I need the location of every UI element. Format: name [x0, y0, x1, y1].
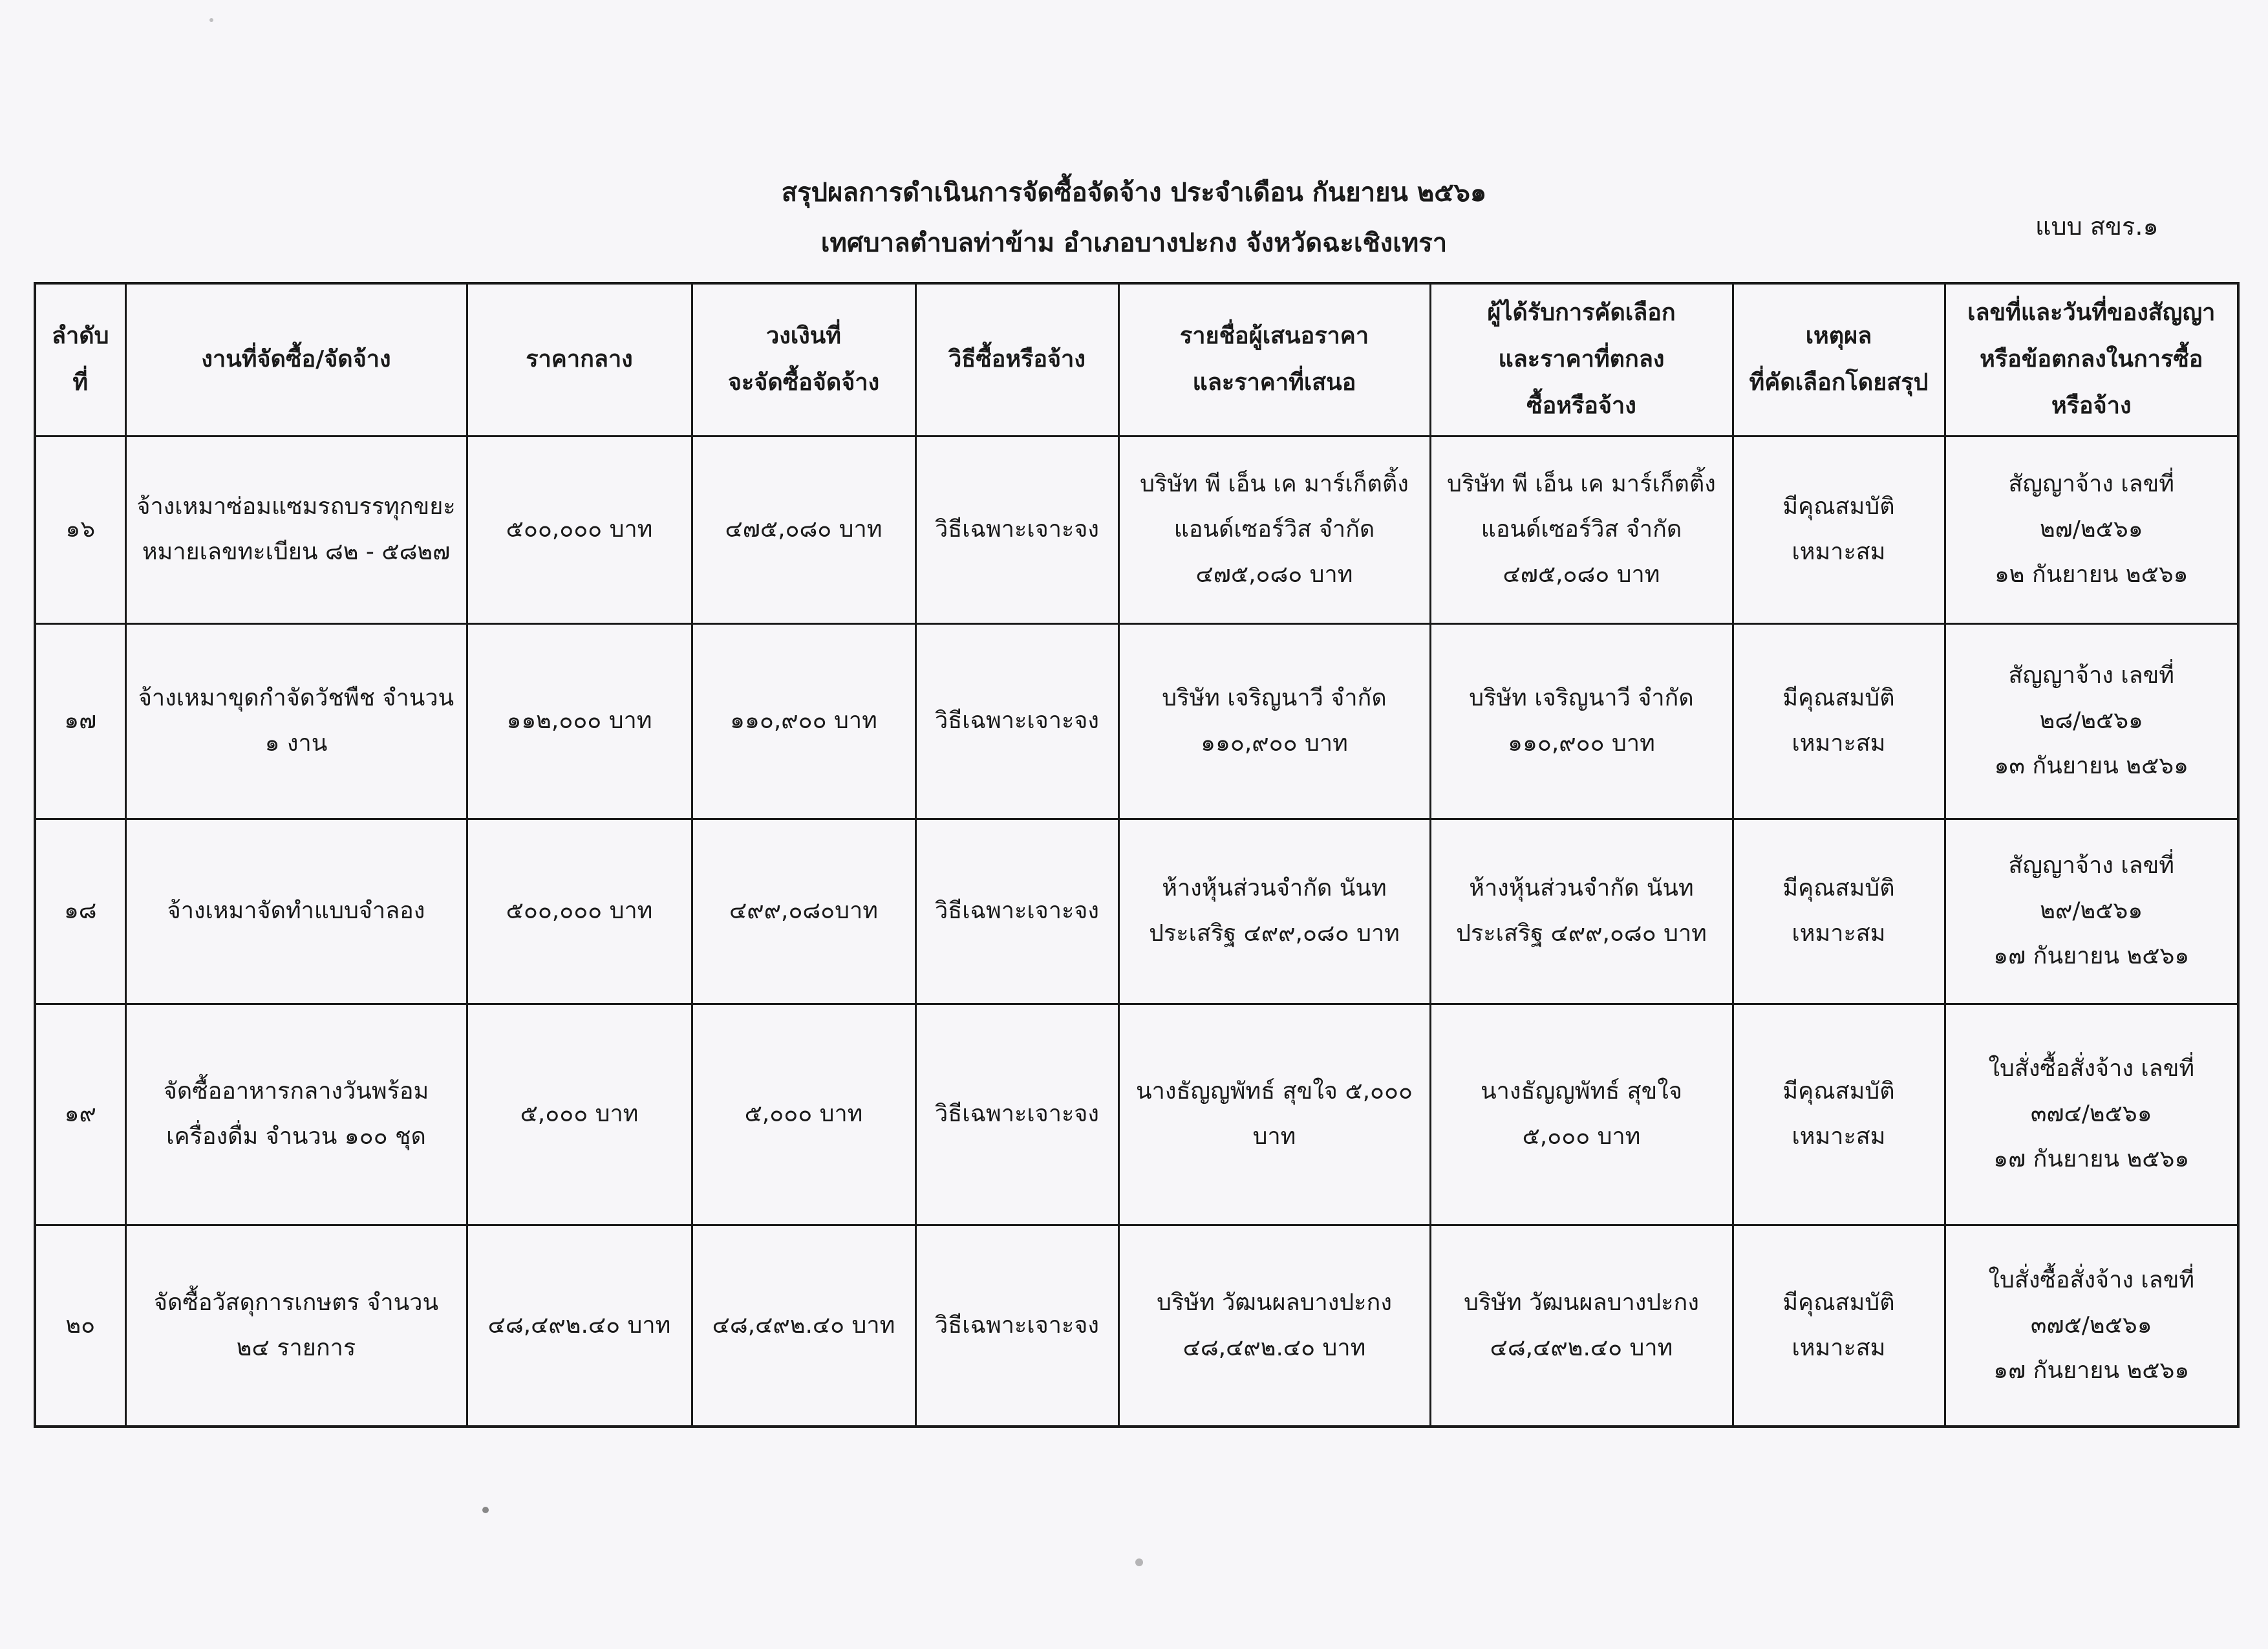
table-row: [35, 436, 2238, 623]
table-row: [35, 819, 2238, 1004]
scan-speck: [482, 1507, 489, 1513]
cell-method: วิธีเฉพาะเจาะจง: [915, 1004, 1118, 1225]
cell-contract: สัญญาจ้าง เลขที่ ๒๗/๒๕๖๑ ๑๒ กันยายน ๒๕๖๑: [1945, 436, 2238, 623]
col-header-selected: ผู้ได้รับการคัดเลือก และราคาที่ตกลง ซื้อหรือจ้าง: [1430, 283, 1733, 436]
col-header-reason: เหตุผล ที่คัดเลือกโดยสรุป: [1733, 283, 1945, 436]
col-header-order: ลำดับที่: [35, 283, 125, 436]
scan-speck: [209, 18, 213, 22]
cell-task: จ้างเหมาจัดทำแบบจำลอง: [125, 819, 467, 1004]
cell-median-price: ๔๘,๔๙๒.๔๐ บาท: [467, 1225, 692, 1427]
cell-reason: มีคุณสมบัติ เหมาะสม: [1733, 623, 1945, 819]
col-header-task: งานที่จัดซื้อ/จัดจ้าง: [125, 283, 467, 436]
cell-order: ๑๘: [35, 819, 125, 1004]
cell-budget: ๕,๐๐๐ บาท: [692, 1004, 915, 1225]
cell-task: จ้างเหมาขุดกำจัดวัชพืช จำนวน ๑ งาน: [125, 623, 467, 819]
cell-contract: ใบสั่งซื้อสั่งจ้าง เลขที่ ๓๗๕/๒๕๖๑ ๑๗ กันยายน ๒๕๖๑: [1945, 1225, 2238, 1427]
cell-method: วิธีเฉพาะเจาะจง: [915, 1225, 1118, 1427]
cell-selected: ห้างหุ้นส่วนจำกัด นันท ประเสริฐ ๔๙๙,๐๘๐ บาท: [1430, 819, 1733, 1004]
cell-median-price: ๑๑๒,๐๐๐ บาท: [467, 623, 692, 819]
table-row: [35, 1225, 2238, 1427]
cell-contract: ใบสั่งซื้อสั่งจ้าง เลขที่ ๓๗๔/๒๕๖๑ ๑๗ กันยายน ๒๕๖๑: [1945, 1004, 2238, 1225]
table-row: [35, 1004, 2238, 1225]
cell-median-price: ๕,๐๐๐ บาท: [467, 1004, 692, 1225]
cell-bidders: บริษัท วัฒนผลบางปะกง ๔๘,๔๙๒.๔๐ บาท: [1118, 1225, 1430, 1427]
col-header-method: วิธีซื้อหรือจ้าง: [915, 283, 1118, 436]
cell-median-price: ๕๐๐,๐๐๐ บาท: [467, 819, 692, 1004]
cell-median-price: ๕๐๐,๐๐๐ บาท: [467, 436, 692, 623]
cell-reason: มีคุณสมบัติ เหมาะสม: [1733, 819, 1945, 1004]
cell-method: วิธีเฉพาะเจาะจง: [915, 623, 1118, 819]
page-title: สรุปผลการดำเนินการจัดซื้อจัดจ้าง ประจำเดือน กันยายน ๒๕๖๑: [781, 178, 1487, 208]
scan-speck: [1135, 1558, 1143, 1566]
cell-reason: มีคุณสมบัติ เหมาะสม: [1733, 436, 1945, 623]
cell-bidders: บริษัท เจริญนาวี จำกัด ๑๑๐,๙๐๐ บาท: [1118, 623, 1430, 819]
page-subtitle: เทศบาลตำบลท่าข้าม อำเภอบางปะกง จังหวัดฉะเชิงเทรา: [820, 228, 1448, 258]
col-header-budget: วงเงินที่ จะจัดซื้อจัดจ้าง: [692, 283, 915, 436]
cell-selected: บริษัท พี เอ็น เค มาร์เก็ตติ้ง แอนด์เซอร์วิส จำกัด ๔๗๕,๐๘๐ บาท: [1430, 436, 1733, 623]
cell-task: จ้างเหมาซ่อมแซมรถบรรทุกขยะ หมายเลขทะเบียน ๘๒ - ๕๘๒๗: [125, 436, 467, 623]
cell-bidders: บริษัท พี เอ็น เค มาร์เก็ตติ้ง แอนด์เซอร์วิส จำกัด ๔๗๕,๐๘๐ บาท: [1118, 436, 1430, 623]
cell-selected: นางธัญญพัทธ์ สุขใจ ๕,๐๐๐ บาท: [1430, 1004, 1733, 1225]
cell-method: วิธีเฉพาะเจาะจง: [915, 819, 1118, 1004]
cell-contract: สัญญาจ้าง เลขที่ ๒๙/๒๕๖๑ ๑๗ กันยายน ๒๕๖๑: [1945, 819, 2238, 1004]
table-row: [35, 623, 2238, 819]
cell-order: ๒๐: [35, 1225, 125, 1427]
col-header-median-price: ราคากลาง: [467, 283, 692, 436]
cell-selected: บริษัท วัฒนผลบางปะกง ๔๘,๔๙๒.๔๐ บาท: [1430, 1225, 1733, 1427]
cell-budget: ๑๑๐,๙๐๐ บาท: [692, 623, 915, 819]
cell-selected: บริษัท เจริญนาวี จำกัด ๑๑๐,๙๐๐ บาท: [1430, 623, 1733, 819]
cell-bidders: นางธัญญพัทธ์ สุขใจ ๕,๐๐๐ บาท: [1118, 1004, 1430, 1225]
cell-bidders: ห้างหุ้นส่วนจำกัด นันท ประเสริฐ ๔๙๙,๐๘๐ บาท: [1118, 819, 1430, 1004]
cell-order: ๑๖: [35, 436, 125, 623]
procurement-summary-table: [34, 282, 2240, 1428]
cell-task: จัดซื้ออาหารกลางวันพร้อม เครื่องดื่ม จำนวน ๑๐๐ ชุด: [125, 1004, 467, 1225]
cell-order: ๑๗: [35, 623, 125, 819]
col-header-contract: เลขที่และวันที่ของสัญญา หรือข้อตกลงในการซื้อ หรือจ้าง: [1945, 283, 2238, 436]
col-header-bidders: รายชื่อผู้เสนอราคา และราคาที่เสนอ: [1118, 283, 1430, 436]
cell-reason: มีคุณสมบัติ เหมาะสม: [1733, 1004, 1945, 1225]
cell-task: จัดซื้อวัสดุการเกษตร จำนวน ๒๔ รายการ: [125, 1225, 467, 1427]
form-code: แบบ สขร.๑: [2035, 212, 2159, 241]
table-header-row: [35, 283, 2238, 436]
cell-contract: สัญญาจ้าง เลขที่ ๒๘/๒๕๖๑ ๑๓ กันยายน ๒๕๖๑: [1945, 623, 2238, 819]
cell-budget: ๔๘,๔๙๒.๔๐ บาท: [692, 1225, 915, 1427]
cell-budget: ๔๗๕,๐๘๐ บาท: [692, 436, 915, 623]
cell-budget: ๔๙๙,๐๘๐บาท: [692, 819, 915, 1004]
cell-reason: มีคุณสมบัติ เหมาะสม: [1733, 1225, 1945, 1427]
cell-method: วิธีเฉพาะเจาะจง: [915, 436, 1118, 623]
cell-order: ๑๙: [35, 1004, 125, 1225]
